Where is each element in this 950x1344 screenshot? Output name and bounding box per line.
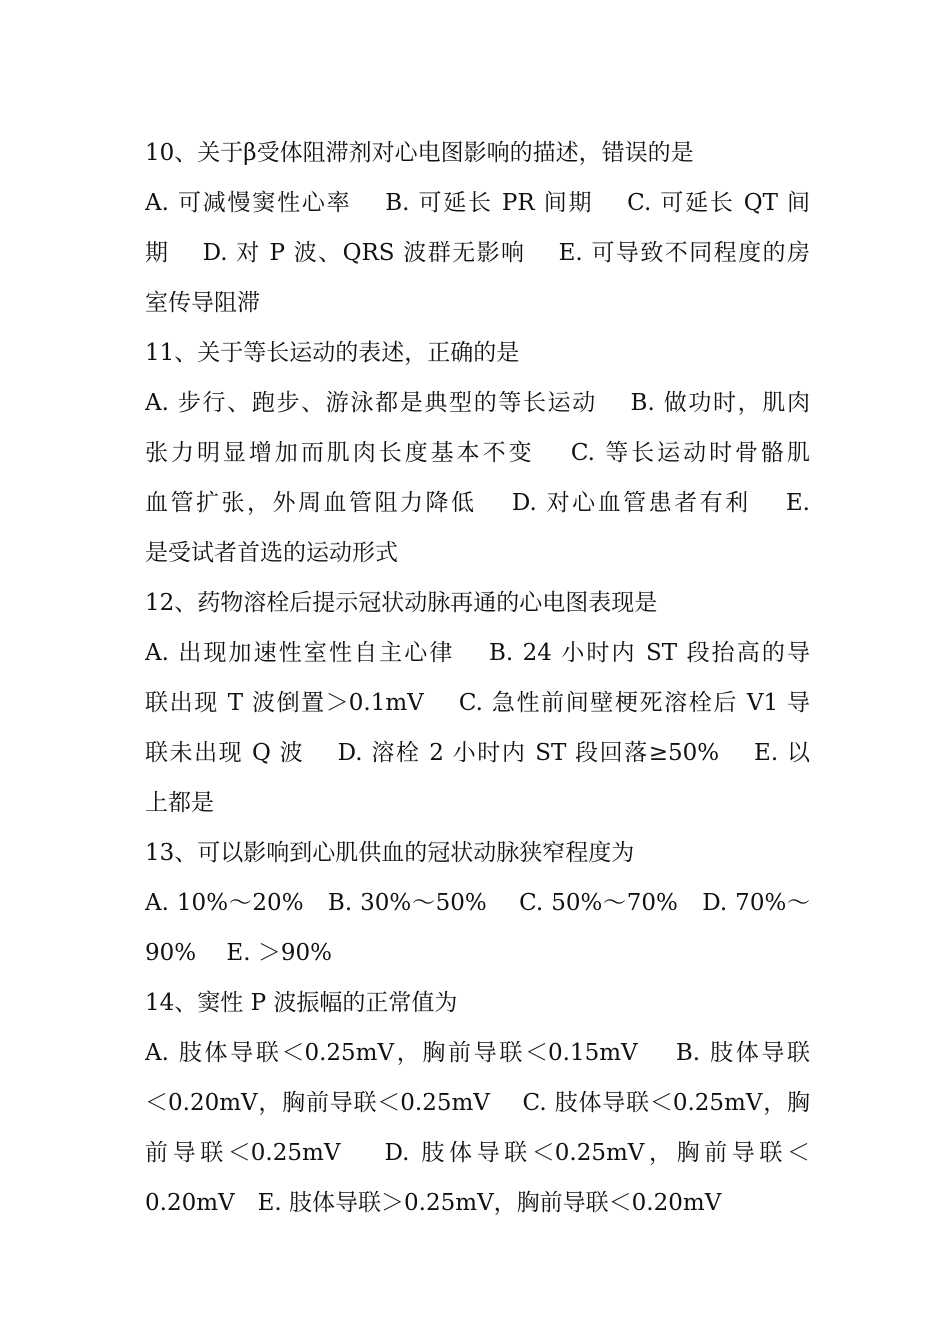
question-options-line: 是受试者首选的运动形式: [145, 540, 398, 566]
question-10: [145, 128, 810, 328]
question-stem: 14、窦性 P 波振幅的正常值为: [145, 990, 458, 1016]
question-stem: 13、可以影响到心肌供血的冠状动脉狭窄程度为: [145, 840, 635, 866]
question-options-line: 期 D. 对 P 波、QRS 波群无影响 E. 可导致不同程度的房: [145, 240, 810, 266]
question-stem: 12、药物溶栓后提示冠状动脉再通的心电图表现是: [145, 590, 658, 616]
question-stem: 10、关于β受体阻滞剂对心电图影响的描述，错误的是: [145, 140, 694, 166]
question-options-line: A. 肢体导联＜0.25mV，胸前导联＜0.15mV B. 肢体导联: [145, 1040, 810, 1066]
question-options-line: ＜0.20mV，胸前导联＜0.25mV C. 肢体导联＜0.25mV，胸: [145, 1090, 810, 1116]
question-11: [145, 328, 810, 578]
question-options-line: A. 10%～20% B. 30%～50% C. 50%～70% D. 70%～: [145, 890, 810, 916]
question-options-line: 前导联＜0.25mV D. 肢体导联＜0.25mV，胸前导联＜: [145, 1140, 810, 1166]
question-options-line: 联出现 T 波倒置＞0.1mV C. 急性前间壁梗死溶栓后 V1 导: [145, 690, 810, 716]
question-options-line: A. 可减慢窦性心率 B. 可延长 PR 间期 C. 可延长 QT 间: [145, 190, 810, 216]
question-options-line: 张力明显增加而肌肉长度基本不变 C. 等长运动时骨骼肌: [145, 440, 810, 466]
question-options-line: A. 出现加速性室性自主心律 B. 24 小时内 ST 段抬高的导: [145, 640, 810, 666]
question-options-line: 血管扩张，外周血管阻力降低 D. 对心血管患者有利 E.: [145, 490, 810, 516]
question-options-line: 0.20mV E. 肢体导联＞0.25mV，胸前导联＜0.20mV: [145, 1190, 722, 1216]
question-12: [145, 578, 810, 828]
question-14: [145, 978, 810, 1228]
question-options-line: 90% E. ＞90%: [145, 940, 332, 966]
question-options-line: A. 步行、跑步、游泳都是典型的等长运动 B. 做功时，肌肉: [145, 390, 810, 416]
question-options-line: 联未出现 Q 波 D. 溶栓 2 小时内 ST 段回落≥50% E. 以: [145, 740, 810, 766]
question-options-line: 室传导阻滞: [145, 290, 260, 316]
question-options-line: 上都是: [145, 790, 214, 816]
question-stem: 11、关于等长运动的表述，正确的是: [145, 340, 520, 366]
question-list: [145, 128, 810, 1228]
question-13: [145, 828, 810, 978]
